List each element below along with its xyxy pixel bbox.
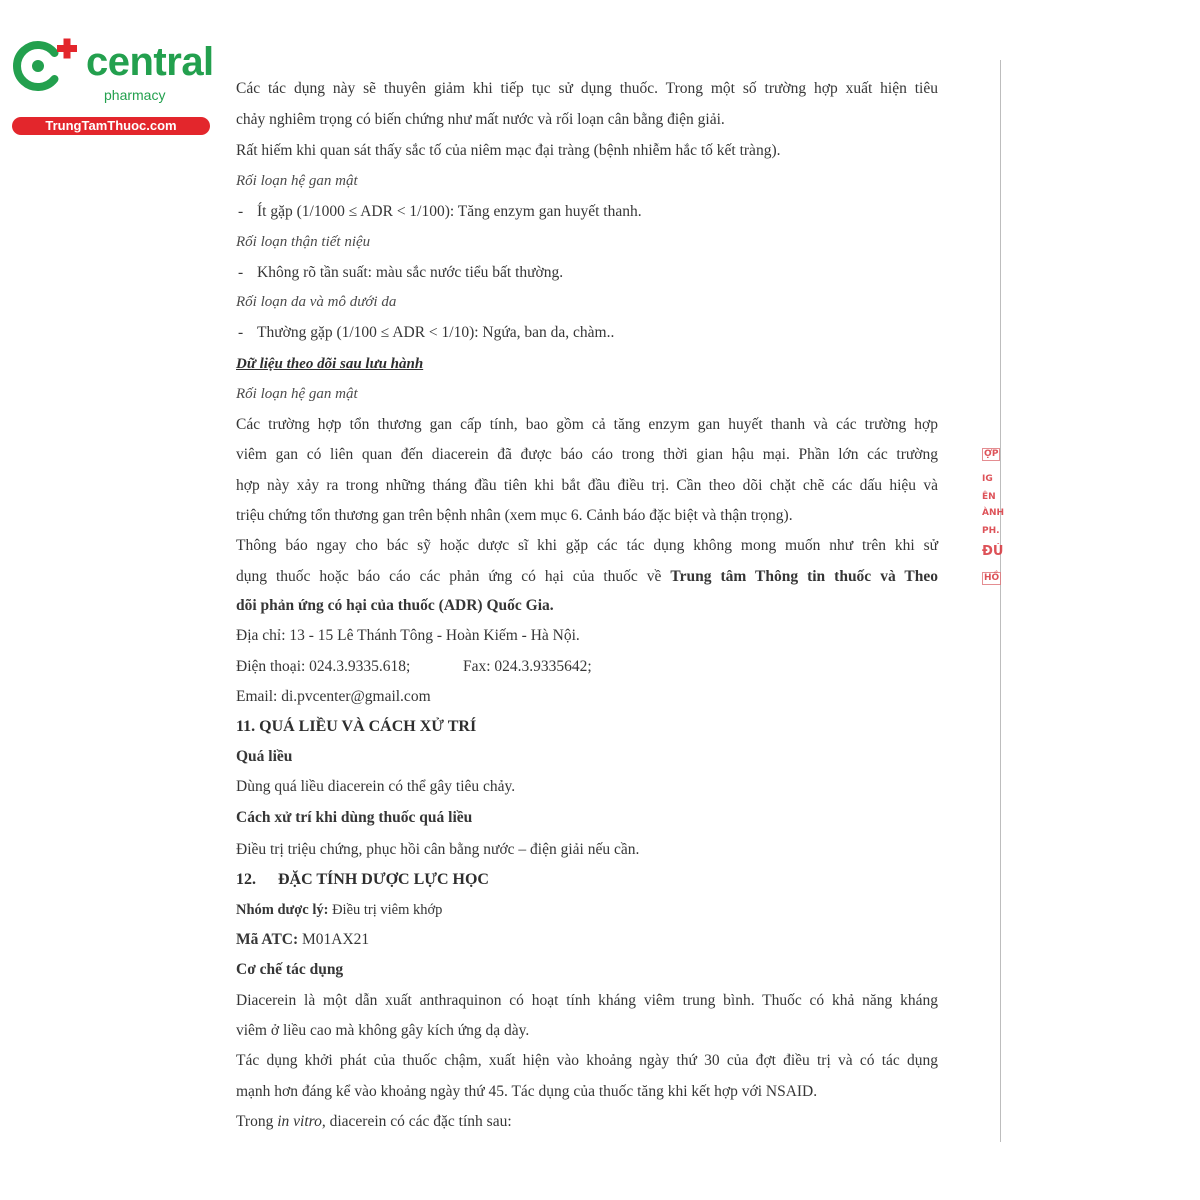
in-vitro-line: [236, 1112, 938, 1132]
reporting-center-name: Trung tâm Thông tin thuốc và Theo: [670, 568, 938, 585]
overdose-section-title: 11. QUÁ LIỀU VÀ CÁCH XỬ TRÍ: [236, 718, 477, 735]
reporting-fax: Fax: 024.3.9335642;: [463, 658, 592, 675]
post-marketing-line: viêm gan có liên quan đến diacerein đã được báo cáo trong thời gian hậu mại. Phần lớn các trường: [236, 446, 938, 463]
overdose-management-text: Điều trị triệu chứng, phục hồi cân bằng nước – điện giải nếu cần.: [236, 841, 640, 858]
adverse-intro-line: Các tác dụng này sẽ thuyên giảm khi tiếp tục sử dụng thuốc. Trong một số trường hợp xuất hiện tiêu: [236, 80, 938, 97]
in-vitro-suffix: , diacerein có các đặc tính sau:: [321, 1113, 512, 1130]
reporting-center-name-cont: dõi phản ứng có hại của thuốc (ADR) Quốc Gia.: [236, 597, 554, 614]
skin-heading: Rối loạn da và mô dưới da: [236, 294, 397, 310]
pharmacy-c-cross-icon: [10, 36, 82, 96]
pharmacologic-group-label: Nhóm dược lý:: [236, 902, 329, 918]
reporting-contact-line: [236, 657, 938, 677]
stamp-text: IG: [982, 474, 993, 484]
pharmacologic-group-line: [236, 900, 938, 920]
logo-tagline: pharmacy: [104, 87, 166, 103]
in-vitro-term: in vitro: [277, 1113, 322, 1130]
page-edge-line: [1000, 60, 1001, 1142]
stamp-text: HỒ: [984, 573, 1000, 583]
stamp-text: PH.: [982, 526, 1000, 536]
adverse-intro-line: Rất hiếm khi quan sát thấy sắc tố của niêm mạc đại tràng (bệnh nhiễm hắc tố kết tràng).: [236, 142, 781, 159]
hepatobiliary-heading: Rối loạn hệ gan mật: [236, 173, 358, 189]
stamp-text: ÊN: [982, 492, 996, 502]
reporting-line: [236, 567, 938, 587]
renal-urinary-heading: Rối loạn thận tiết niệu: [236, 234, 371, 250]
reporting-email: Email: di.pvcenter@gmail.com: [236, 688, 431, 705]
logo-website-badge: TrungTamThuoc.com: [12, 117, 210, 135]
bullet-dash: -: [238, 264, 244, 281]
mechanism-line: mạnh hơn đáng kể vào khoảng ngày thứ 45. Tác dụng của thuốc tăng khi kết hợp với NSAID.: [236, 1083, 818, 1100]
reporting-line: Thông báo ngay cho bác sỹ hoặc dược sĩ khi gặp các tác dụng không mong muốn như trên khi sử: [236, 537, 938, 554]
atc-code-value: M01AX21: [302, 931, 370, 948]
bullet-dash: -: [238, 324, 244, 341]
mechanism-line: Tác dụng khởi phát của thuốc chậm, xuất hiện vào khoảng ngày thứ 30 của đợt điều trị và có tác dụng: [236, 1052, 938, 1069]
renal-urinary-item: [236, 263, 938, 283]
logo-brand-name: central: [86, 40, 214, 84]
in-vitro-prefix: Trong: [236, 1113, 274, 1130]
central-pharmacy-logo: [0, 0, 220, 140]
pharmacologic-group-value: Điều trị viêm khớp: [332, 902, 443, 918]
red-stamp-fragment: [978, 440, 1008, 600]
atc-code-line: [236, 930, 938, 950]
post-marketing-line: Các trường hợp tổn thương gan cấp tính, bao gồm cả tăng enzym gan huyết thanh và các trường hợp: [236, 416, 938, 433]
mechanism-line: viêm ở liều cao mà không gây kích ứng dạ dày.: [236, 1022, 530, 1039]
bullet-text: Ít gặp (1/1000 ≤ ADR < 1/100): Tăng enzym gan huyết thanh.: [257, 203, 642, 220]
reporting-address: Địa chỉ: 13 - 15 Lê Thánh Tông - Hoàn Kiếm - Hà Nội.: [236, 627, 580, 644]
bullet-text: Thường gặp (1/100 ≤ ADR < 1/10): Ngứa, ban da, chàm..: [257, 324, 615, 341]
stamp-text: ÀNH: [982, 508, 1005, 518]
mechanism-heading: Cơ chế tác dụng: [236, 961, 344, 978]
overdose-management-heading: Cách xử trí khi dùng thuốc quá liều: [236, 809, 473, 826]
adverse-intro-line: chảy nghiêm trọng có biến chứng như mất nước và rối loạn cân bằng điện giải.: [236, 111, 725, 128]
reporting-text: dụng thuốc hoặc báo cáo các phản ứng có hại của thuốc về: [236, 568, 662, 585]
post-marketing-subheading: Rối loạn hệ gan mật: [236, 386, 358, 402]
bullet-dash: -: [238, 203, 244, 220]
stamp-text: ỢP: [984, 449, 999, 459]
post-marketing-line: triệu chứng tổn thương gan trên bệnh nhân (xem mục 6. Cảnh báo đặc biệt và thận trọng).: [236, 507, 793, 524]
atc-code-label: Mã ATC:: [236, 931, 299, 948]
pharmacodynamics-section-header: [236, 870, 938, 890]
mechanism-line: Diacerein là một dẫn xuất anthraquinon có hoạt tính kháng viêm trung bình. Thuốc có khả năng kháng: [236, 992, 938, 1009]
bullet-text: Không rõ tần suất: màu sắc nước tiểu bất thường.: [257, 264, 564, 281]
overdose-heading: Quá liều: [236, 748, 293, 765]
post-marketing-heading: Dữ liệu theo dõi sau lưu hành: [236, 356, 424, 372]
stamp-text: ĐÚ: [982, 544, 1004, 559]
section-number: 12.: [236, 871, 256, 888]
reporting-phone: Điện thoại: 024.3.9335.618;: [236, 658, 411, 675]
overdose-text: Dùng quá liều diacerein có thể gây tiêu chảy.: [236, 778, 516, 795]
skin-item: [236, 323, 938, 343]
hepatobiliary-item: [236, 202, 938, 222]
pharmacodynamics-section-title: ĐẶC TÍNH DƯỢC LỰC HỌC: [278, 871, 489, 888]
post-marketing-line: hợp này xảy ra trong những tháng đầu tiên khi bắt đầu điều trị. Cần theo dõi chặt chẽ các dấu hiệu và: [236, 477, 938, 494]
